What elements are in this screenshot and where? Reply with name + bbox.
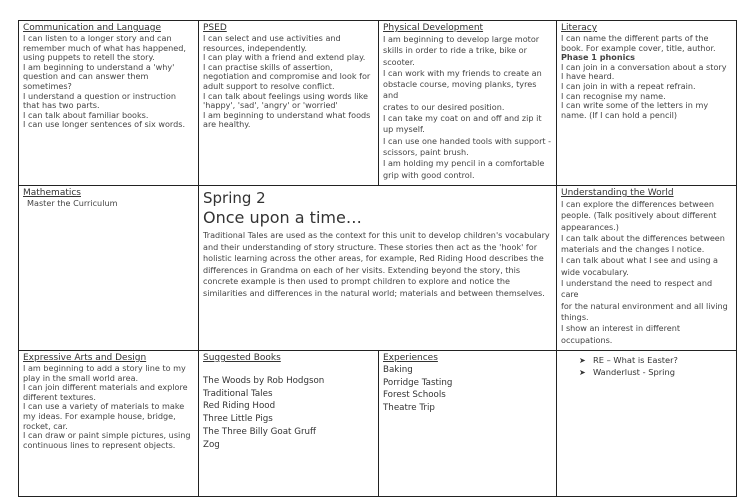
experiences-cell [379,351,557,497]
expressive-line: I can join different materials and explore [23,382,188,393]
physical-line: I can take my coat on and off and zip it [383,113,542,124]
communication-line: that has two parts. [23,100,100,111]
experience-item: Forest Schools [383,390,446,401]
psed-line: I can practise skills of assertion, [203,61,333,72]
communication-line: I can talk about familiar books. [23,109,149,120]
psed-line: are healthy. [203,119,251,130]
experiences-title: Experiences [383,353,438,363]
mathematics-title: Mathematics [23,188,81,198]
understanding-line: appearances.) [561,221,619,232]
understanding-line: people. (Talk positively about different [561,210,717,221]
literacy-line: I have heard. [561,71,615,82]
literacy-title: Literacy [561,23,598,33]
communication-line: I can use longer sentences of six words. [23,119,186,130]
phonics-label: Phase 1 phonics [561,52,635,63]
extras-item-label: RE – What is Easter? [593,355,678,365]
understanding-line: for the natural environment and all living [561,300,728,311]
psed-title: PSED [203,23,227,33]
understanding-line: I can talk about the differences between [561,232,725,243]
overview-paragraph: Traditional Tales are used as the context for this unit to develop children's vocabulary and their understanding of story structure. These stories then act as the 'hook' for holistic learning across the other areas, for example, Red Riding Hood describes the differences in Grandma on each of her visits. Extending beyond the story, this concrete example is then used to prompt children to explore and notice the similarities and differences in the natural world; materials and between themselves. [203,230,550,298]
literacy-cell [557,21,737,186]
psed-line: I can talk about feelings using words like [203,90,368,101]
literacy-line: I can write some of the letters in my [561,100,709,111]
expressive-cell [19,351,199,497]
communication-line: question and can answer them sometimes? [23,71,149,91]
physical-line: obstacle course, moving planks, tyres and [383,79,537,101]
literacy-line: I can join in a conversation about a story [561,61,727,72]
topic-title: Once upon a time… [203,208,362,227]
understanding-line: I can explore the differences between [561,199,715,209]
physical-line: up myself. [383,124,425,135]
extras-item-label: Wanderlust - Spring [593,366,675,377]
understanding-line: wide vocabulary. [561,266,629,277]
experience-item: Baking [383,365,413,375]
physical-line: crates to our desired position. [383,101,505,112]
expressive-line: continuous lines to represent objects. [23,439,176,450]
book-item: Traditional Tales [203,388,273,399]
communication-line: I understand a question or instruction [23,90,176,101]
books-title: Suggested Books [203,353,281,363]
overview-cell [199,186,557,351]
understanding-line: things. [561,311,589,322]
expressive-line: my ideas. For example house, bridge, [23,410,176,421]
book-item: Red Riding Hood [203,401,276,412]
book-item: Zog [203,439,220,450]
book-item: Three Little Pigs [203,414,273,425]
communication-cell [19,21,199,186]
psed-line: negotiation and compromise and look for [203,71,371,82]
book-item: The Three Billy Goat Gruff [203,426,317,437]
expressive-line: I can draw or paint simple pictures, using [23,430,191,441]
extras-cell [557,351,737,497]
books-cell [199,351,379,497]
expressive-line: play in the small world area. [23,372,139,383]
expressive-line: I can use a variety of materials to make [23,401,185,412]
literacy-line: I can recognise my name. [561,90,666,101]
mathematics-cell [19,186,199,351]
literacy-line: name. (If I can hold a pencil) [561,109,678,120]
communication-line: I can listen to a longer story and can [23,33,172,43]
psed-line: adult support to resolve conflict. [203,80,335,91]
understanding-line: I show an interest in different [561,323,681,334]
physical-line: I am beginning to develop large motor [383,34,540,44]
book-item: The Woods by Rob Hodgson [203,376,325,386]
literacy-line: I can name the different parts of the [561,33,709,43]
communication-line: remember much of what has happened, [23,42,186,53]
physical-cell [379,21,557,186]
psed-cell [199,21,379,186]
psed-line: 'happy', 'sad', 'angry' or 'worried' [203,100,338,111]
psed-line: I am beginning to understand what foods [203,109,371,120]
expressive-title: Expressive Arts and Design [23,353,147,363]
extras-item [579,355,732,367]
physical-line: skills in order to ride a trike, bike or [383,45,527,56]
curriculum-grid [18,20,737,497]
literacy-line: book. For example cover, title, author. [561,42,716,53]
physical-line: grip with good control. [383,169,475,180]
understanding-line: I can talk about what I see and using a [561,255,718,266]
physical-title: Physical Development [383,23,484,33]
physical-line: I can work with my friends to create an [383,67,542,78]
communication-line: I am beginning to understand a 'why' [23,61,175,72]
physical-line: scissors, paint brush. [383,146,469,157]
communication-line: using puppets to retell the story. [23,52,155,63]
mathematics-line: Master the Curriculum [27,198,118,208]
psed-line: I can play with a friend and extend play. [203,52,366,63]
expressive-line: I am beginning to add a story line to my [23,363,186,373]
understanding-title: Understanding the World [561,188,674,198]
understanding-line: materials and the changes I notice. [561,244,705,255]
expressive-line: different textures. [23,391,96,402]
physical-line: scooter. [383,56,415,67]
arrow-bullet-icon: ➤ [579,367,586,377]
psed-line: I can select and use activities and [203,33,341,43]
literacy-line: I can join in with a repeat refrain. [561,80,696,91]
psed-line: resources, independently. [203,42,307,53]
physical-line: I can use one handed tools with support - [383,135,552,146]
physical-line: I am holding my pencil in a comfortable [383,158,545,169]
term-title: Spring 2 [203,189,266,207]
understanding-line: occupations. [561,334,613,345]
communication-title: Communication and Language [23,23,162,33]
understanding-cell [557,186,737,351]
arrow-bullet-icon: ➤ [579,356,586,365]
expressive-line: rocket, car. [23,420,68,431]
extras-item [579,367,732,379]
experience-item: Theatre Trip [383,403,435,414]
understanding-line: I understand the need to respect and care [561,278,713,300]
experience-item: Porridge Tasting [383,377,453,388]
